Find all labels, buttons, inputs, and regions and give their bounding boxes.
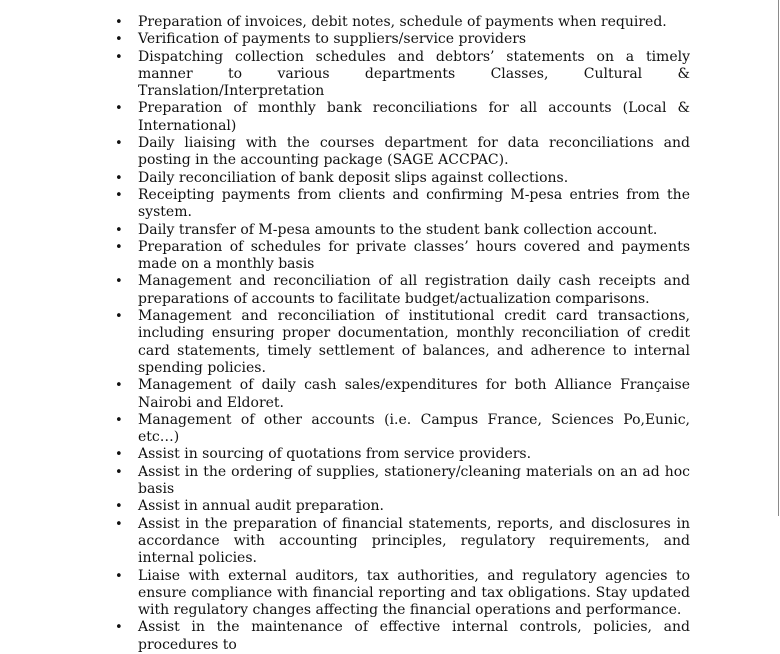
- list-item-text: Verification of payments to suppliers/service providers: [138, 31, 527, 48]
- list-item-text: Preparation of schedules for private classes’ hours covered and payments made on a monthly basis: [138, 238, 690, 273]
- list-item: [114, 377, 690, 412]
- bullet-icon: •: [115, 32, 123, 48]
- page-edge-divider: [778, 0, 779, 516]
- list-item: [114, 49, 690, 101]
- bullet-icon: •: [115, 516, 123, 532]
- list-item: [114, 170, 690, 187]
- bullet-icon: •: [115, 568, 123, 584]
- list-item-text: Assist in the maintenance of effective internal controls, policies, and procedures to: [138, 619, 690, 653]
- bullet-icon: •: [115, 222, 123, 238]
- list-item-text: Assist in sourcing of quotations from service providers.: [138, 446, 532, 463]
- list-item: [114, 239, 690, 274]
- list-item-text: Receipting payments from clients and confirming M-pesa entries from the system.: [138, 186, 690, 221]
- bullet-icon: •: [115, 447, 123, 463]
- list-item-text: Management and reconciliation of institutional credit card transactions, including ensuring proper documentation, monthly reconciliation of credit card statements, timely settlement of balances, and adherence to internal spending policies.: [138, 308, 690, 376]
- list-item: [114, 14, 690, 31]
- bullet-icon: •: [115, 49, 123, 65]
- list-item-text: Preparation of invoices, debit notes, schedule of payments when required.: [138, 14, 667, 30]
- list-item: [114, 187, 690, 222]
- list-item: [114, 273, 690, 308]
- list-item-text: Dispatching collection schedules and debtors’ statements on a timely manner to various departments Classes, Cultural & Translation/Interpretation: [138, 48, 690, 100]
- list-item-text: Assist in the ordering of supplies, stationery/cleaning materials on an ad hoc basis: [138, 463, 690, 498]
- list-item: [114, 619, 690, 654]
- list-item-text: Daily transfer of M-pesa amounts to the student bank collection account.: [138, 221, 658, 238]
- list-item: [114, 446, 690, 463]
- bullet-icon: •: [115, 464, 123, 480]
- list-item: [114, 498, 690, 515]
- bullet-icon: •: [115, 274, 123, 290]
- list-item-text: Liaise with external auditors, tax authorities, and regulatory agencies to ensure compliance with financial reporting and tax obligations. Stay updated with regulatory changes affecting the financial operations and performance.: [138, 567, 690, 619]
- list-item-text: Daily liaising with the courses department for data reconciliations and posting in the accounting package (SAGE ACCPAC).: [138, 135, 690, 169]
- bullet-icon: •: [115, 499, 123, 515]
- bullet-icon: •: [115, 309, 123, 325]
- duties-bullet-list: [114, 14, 690, 654]
- bullet-icon: •: [115, 15, 123, 30]
- list-item: [114, 31, 690, 48]
- list-item: [114, 412, 690, 447]
- list-item: [114, 464, 690, 499]
- bullet-icon: •: [115, 412, 123, 428]
- list-item: [114, 222, 690, 239]
- bullet-icon: •: [115, 101, 123, 117]
- list-item-text: Management of daily cash sales/expenditures for both Alliance Française Nairobi and Eldoret.: [138, 377, 690, 411]
- bullet-icon: •: [115, 170, 123, 186]
- bullet-icon: •: [115, 136, 123, 152]
- bullet-icon: •: [115, 187, 123, 203]
- list-item: [114, 516, 690, 568]
- list-item: [114, 568, 690, 620]
- list-item: [114, 135, 690, 170]
- list-item-text: Assist in annual audit preparation.: [138, 498, 384, 515]
- list-item-text: Assist in the preparation of financial statements, reports, and disclosures in accordance with accounting principles, regulatory requirements, and internal policies.: [138, 515, 690, 567]
- bullet-icon: •: [115, 239, 123, 255]
- bullet-icon: •: [115, 620, 123, 636]
- list-item: [114, 100, 690, 135]
- list-item-text: Daily reconciliation of bank deposit slips against collections.: [138, 169, 569, 186]
- list-item-text: Management of other accounts (i.e. Campus France, Sciences Po,Eunic, etc…): [138, 411, 690, 446]
- list-item-text: Management and reconciliation of all registration daily cash receipts and preparations of accounts to facilitate budget/actualization comparisons.: [138, 273, 690, 307]
- list-item: [114, 308, 690, 377]
- bullet-icon: •: [115, 378, 123, 394]
- list-item-text: Preparation of monthly bank reconciliations for all accounts (Local & International): [138, 100, 690, 134]
